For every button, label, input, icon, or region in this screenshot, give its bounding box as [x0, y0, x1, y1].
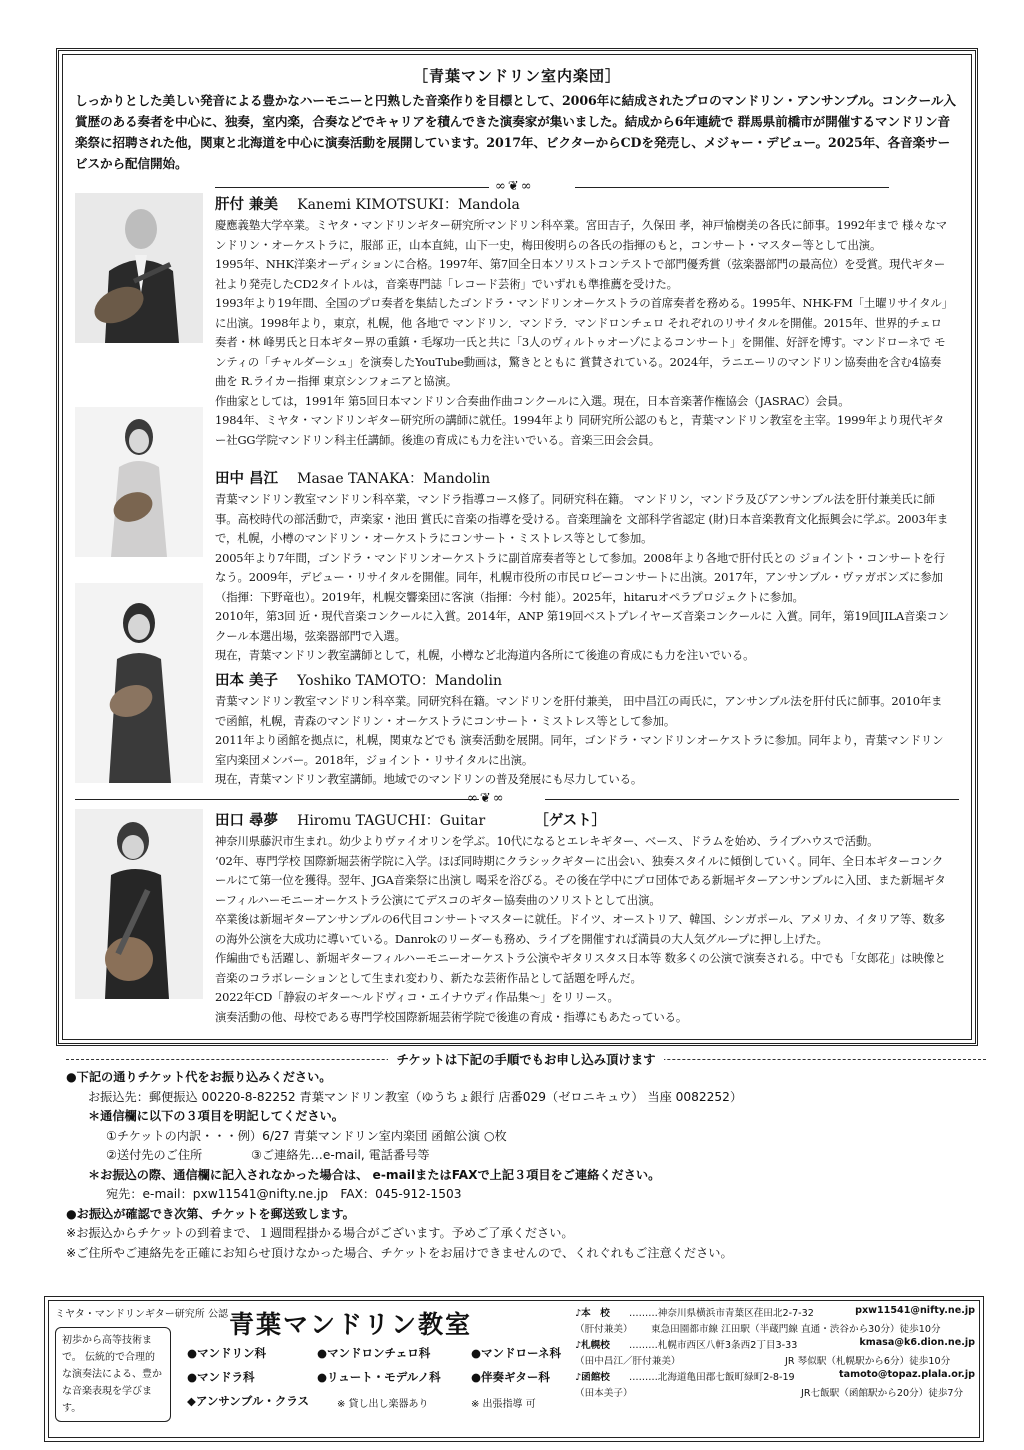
ticket-step-1: ●下記の通りチケット代をお振り込みください。 [66, 1070, 332, 1084]
bio-paragraph: 卒業後は新堀ギターアンサンブルの6代目コンサートマスターに就任。ドイツ、オーストリア、韓国、シンガポール、アメリカ、イタリア等、数多の海外公演を大成功に導いている。Danrokのリーダーも務め、ライブを開催すれば満員の大人気グループに押し上げた。 [215, 912, 946, 946]
bio-paragraph: 演奏活動の他、母校である専門学校国際新堀芸術学院で後進の育成・指導にもあたっている。 [215, 1009, 688, 1024]
course-item: ●マンドラ科 [187, 1370, 255, 1384]
guest-badge: ［ゲスト］ [534, 812, 607, 829]
ticket-notice: ＊お振込の際、通信欄に記入されなかった場合は、 e-mailまたはFAXで上記３項目をご連絡ください。 [88, 1167, 661, 1182]
ticket-step-2: ●お振込が確認でき次第、チケットを郵送致します。 [66, 1206, 355, 1221]
ticket-section [66, 1050, 986, 1263]
ticket-memo-item: ①チケットの内訳・・・例）6/27 青葉マンドリン室内楽団 函館公演 ○枚 [106, 1128, 507, 1143]
ensemble-description: しっかりとした美しい発音による豊かなハーモニーと円熟した音楽作りを目標として、2006年に結成されたプロのマンドリン・アンサンブル。コンクール入賞歴のある奏者を中心に、独奏，室内楽，合奏などでキャリアを積んできた演奏家が集いました。結成から6年連続で 群馬県前橋市が開催するマンドリン音楽祭に招聘された他，関東と北海道を中心に演奏活動を展開しています。2017年、ビクターからCDを発売し、メジャー・デビュー。2025年、各音楽サービスから配信開始。 [75, 93, 956, 171]
location-list [575, 1305, 975, 1401]
ticket-note: ※ご住所やご連絡先を正確にお知らせ頂けなかった場合、チケットをお届けできませんので、くれぐれもご注意ください。 [66, 1245, 733, 1260]
ticket-account: お振込先：郵便振込 00220-8-82252 青葉マンドリン教室（ゆうちょ銀行 店番029（ゼロニキュウ） 当座 0082252） [88, 1089, 743, 1104]
bio-paragraph: 2010年，第3回 近・現代音楽コンクールに入賞。2014年，ANP 第19回ベストプレイヤーズ音楽コンクールに 入賞。同年，第19回JILA音楽コンクール本選出場，弦楽器部門で入選。 [215, 609, 950, 643]
bio-paragraph: 1995年、NHK洋楽オーディションに合格。1997年、第7回全日本ソリストコンテストで部門優秀賞（弦楽器部門の最高位）を受賞。現代ギター社より発売したCD2タイトルは，音楽専門誌「レコード芸術」でいずれも準推薦を受けた。 [215, 257, 946, 291]
performer-name: 田本 美子 Yoshiko TAMOTO：Mandolin [215, 672, 502, 689]
bio-paragraph: 2022年CD「静寂のギター～ルドヴィコ・エイナウディ作品集～」をリリース。 [215, 990, 619, 1004]
location-row: （田本美子） JR七飯駅（函館駅から20分）徒歩7分 [575, 1388, 964, 1399]
location-row: （肝付兼美） 東急田園都市線 江田駅（半蔵門線 直通・渋谷から30分）徒歩10分 [575, 1324, 941, 1335]
course-item: ◆アンサンブル・クラス [187, 1394, 310, 1408]
bio-paragraph: 現在，青葉マンドリン教室講師として，札幌，小樽など北海道内各所にて後進の育成にも力を注いでいる。 [215, 648, 755, 662]
bio-paragraph: 作編曲でも活躍し、新堀ギターフィルハーモニーオーケストラ公演やギタリスタス日本等 数多くの公演で演奏される。中でも「女郎花」は映像と音楽のコラボレーションとして生まれ変わり、新たな芸術作品として話題を呼んだ。 [215, 951, 946, 985]
course-item: ●リュート・モデルノ科 [317, 1370, 441, 1384]
performer-photo [75, 583, 203, 783]
bio-paragraph: 慶應義塾大学卒業。ミヤタ・マンドリンギター研究所マンドリン科卒業。宮田吉子，久保田 孝，神戸愉樹美の各氏に師事。1992年まで 様々なマンドリン・オーケストラに，服部 正，山本直純，山下一史，梅田俊明らの各氏の指揮のもと，コンサート・マスター等として出演。 [215, 218, 948, 252]
ticket-heading: チケットは下記の手順でもお申し込み頂けます [66, 1050, 986, 1068]
performer-photo [75, 193, 203, 343]
performer-name: 肝付 兼美 Kanemi KIMOTSUKI：Mandola [215, 196, 520, 213]
ticket-note: ※お振込からチケットの到着まで、１週間程掛かる場合がございます。予めご了承ください。 [66, 1226, 574, 1240]
performer-name: 田中 昌江 Masae TANAKA：Mandolin [215, 470, 491, 487]
ensemble-title: ［青葉マンドリン室内楽団］ [412, 67, 621, 85]
location-row: （田中昌江／肝付兼美） JR 琴似駅（札幌駅から6分）徒歩10分 [575, 1356, 951, 1367]
performer-name: 田口 尋夢 Hiromu TAGUCHI：Guitar ［ゲスト］ [215, 812, 607, 829]
school-name: 青葉マンドリン教室 [229, 1310, 473, 1339]
location-row: ♪札幌校 ………札幌市西区八軒3条西2丁目3-33 kmasa@k6.dion.ne.jp [575, 1337, 975, 1351]
school-note: 初歩から高等技術まで。 伝統的で合理的な演奏法による、豊かな音楽表現を学びます。 [55, 1327, 171, 1422]
course-item: ●マンドリン科 [187, 1346, 267, 1360]
location-row: ♪函館校 ………北海道亀田郡七飯町緑町2-8-19 tamoto@topaz.plala.or.jp [575, 1369, 975, 1383]
ticket-memo-item: ②送付先のご住所 ③ご連絡先…e-mail, 電話番号等 [106, 1148, 430, 1162]
outreach-note: ※ 出張指導 可 [471, 1399, 536, 1410]
ticket-memo-heading: ＊通信欄に以下の３項目を明記してください。 [88, 1109, 344, 1123]
bio-paragraph: 2011年より函館を拠点に，札幌，関東などでも 演奏活動を展開。同年，ゴンドラ・マンドリンオーケストラに参加。同年より，青葉マンドリン室内楽団メンバー。2018年，ジョイント・リサイタルに出演。 [215, 733, 944, 767]
school-subtitle: ミヤタ・マンドリンギター研究所 公認 [55, 1309, 228, 1320]
ticket-contact: 宛先：e-mail：pxw11541@nifty.ne.jp FAX：045-912-1503 [106, 1187, 462, 1201]
location-row: ♪本 校 ………神奈川県横浜市青葉区荏田北2-7-32 pxw11541@nifty.ne.jp [575, 1305, 975, 1319]
performer-tamoto [75, 669, 959, 789]
performer-taguchi [75, 809, 959, 1039]
performer-photo [75, 407, 203, 557]
bio-paragraph: 2005年より7年間，ゴンドラ・マンドリンオーケストラに副首席奏者等として参加。2008年より各地で肝付氏との ジョイント・コンサートを行なう。2009年，デビュー・リサイタルを開催。同年，札幌市役所の市民ロビーコンサートに出演。2017年，アンサンブル・ヴァガボンズに参加（指揮：下野竜也）。2019年，札幌交響楽団に客演（指揮：今村 能）。2025年，hitaruオペラプロジェクトに参加。 [215, 550, 945, 604]
bio-paragraph: 青葉マンドリン教室マンドリン科卒業，マンドラ指導コース修了。同研究科在籍。 マンドリン，マンドラ及びアンサンブル法を肝付兼美氏に師事。高校時代の部活動で，声楽家・池田 賞氏に音楽の指導を受ける。音楽理論を 文部科学省認定 (財)日本音楽教育文化振興会に学ぶ。2003年まで，札幌，小樽のマンドリン・オーケストラにコンサート・ミストレス等として参加。 [215, 492, 949, 545]
performer-tanaka [75, 467, 959, 667]
bio-paragraph: 作曲家としては，1991年 第5回日本マンドリン合奏曲作曲コンクールに入選。現在，日本音楽著作権協会（JASRAC）会員。 [215, 393, 850, 408]
flourish-icon: ∞❦∞ [467, 791, 506, 806]
bio-paragraph: 青葉マンドリン教室マンドリン科卒業。同研究科在籍。マンドリンを肝付兼美， 田中昌江の両氏に，アンサンブル法を肝付氏に師事。2010年まで函館，札幌，青森のマンドリン・オーケストラにコンサート・ミストレス等として参加。 [215, 694, 943, 728]
course-item: ●マンドローネ科 [471, 1346, 561, 1360]
rental-note: ※ 貸し出し楽器あり [337, 1399, 429, 1410]
ensemble-frame [56, 48, 978, 1046]
course-item: ●伴奏ギター科 [471, 1370, 550, 1384]
course-item: ●マンドロンチェロ科 [317, 1346, 431, 1360]
performer-kimotsuki [75, 193, 959, 453]
bio-paragraph: ‘02年、専門学校 国際新堀芸術学院に入学。ほぼ同時期にクラシックギターに出会い、独奏スタイルに傾倒していく。同年、全日本ギターコンクールにて第一位を獲得。翌年、JGA音楽祭に出演し 喝采を浴びる。その後在学中にプロ団体である新堀ギターアンサンブルに入団、また新堀ギターフィルハーモニーオーケストラ公演にてデスコのギター協奏曲のソリストとして出演。 [215, 853, 946, 907]
bio-paragraph: 1993年より19年間、全国のプロ奏者を集結したゴンドラ・マンドリンオーケストラの首席奏者を務める。1995年、NHK-FM「土曜リサイタル」に出演。1998年より，東京，札幌，他 各地で マンドリン．マンドラ．マンドロンチェロ それぞれのリサイタルを開催。2015年、世界的チェロ奏者・林 峰男氏と日本ギター界の重鎮・毛塚功一氏と共に「3人のヴィルトゥオーゾによるコンサート」を開催、好評を博す。マンドローネで モンティの「チャルダーシュ」を演奏したYouTube動画は，驚きとともに 賞賛されている。2024年，ラニエーリのマンドリン協奏曲を含む4協奏曲を R.ライカー指揮 東京シンフォニアと協演。 [215, 296, 948, 388]
bio-paragraph: 1984年、ミヤタ・マンドリンギター研究所の講師に就任。1994年より 同研究所公認のもと，青葉マンドリン教室を主宰。1999年より現代ギター社GG学院マンドリン科主任講師。後進の育成にも力を注いでいる。音楽三田会会員。 [215, 413, 945, 447]
ornament-divider [75, 791, 959, 807]
bio-paragraph: 神奈川県藤沢市生まれ。幼少よりヴァイオリンを学ぶ。10代になるとエレキギター、ベース、ドラムを始め、ライブハウスで活動。 [215, 834, 879, 848]
flourish-icon: ∞❦∞ [495, 179, 534, 194]
performer-photo [75, 809, 203, 999]
bio-paragraph: 現在，青葉マンドリン教室講師。地域でのマンドリンの普及発展にも尽力している。 [215, 772, 643, 786]
school-info-box [44, 1296, 984, 1442]
